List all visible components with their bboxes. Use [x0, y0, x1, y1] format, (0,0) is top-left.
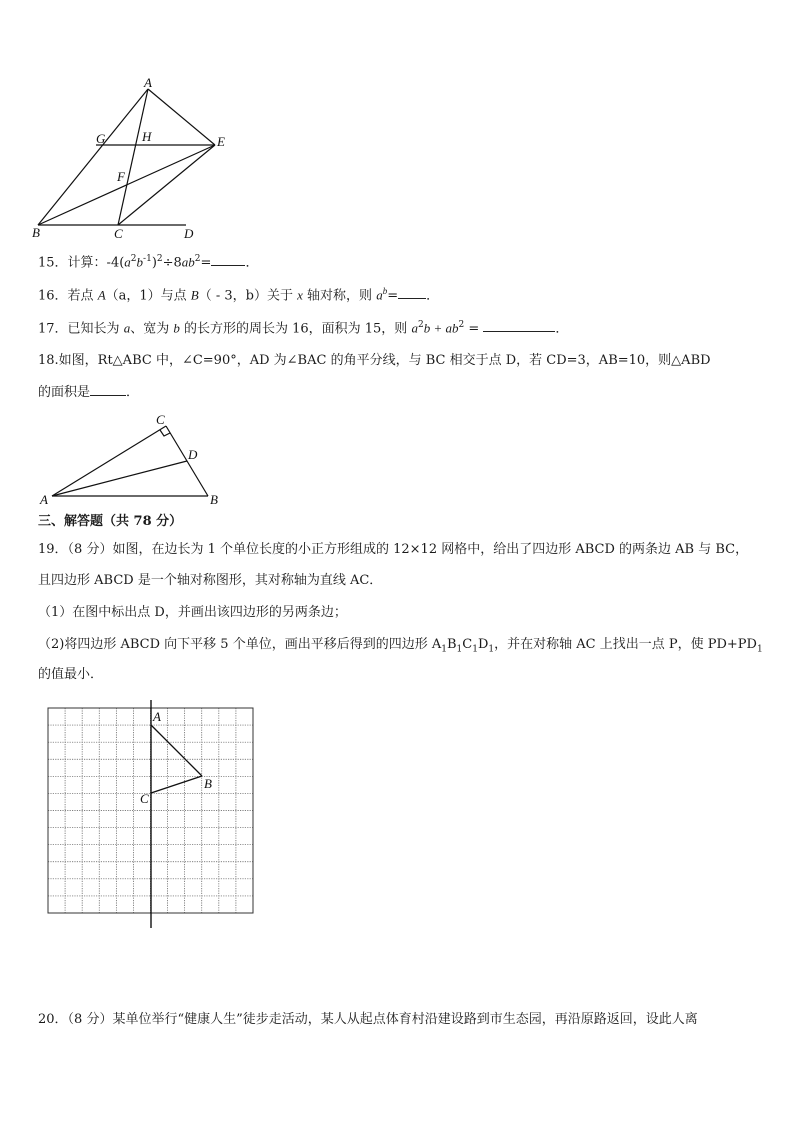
figure-2-right-triangle: [36, 412, 236, 510]
question-19-line-1: 19．（8 分）如图，在边长为 1 个单位长度的小正方形组成的 12×12 网格中，给出了四边形 ABCD 的两条边 AB 与 BC，: [38, 542, 749, 557]
figure-1-geometry: [30, 74, 240, 244]
label-F: F: [117, 169, 125, 184]
label-D: D: [184, 226, 194, 241]
label-C: C: [114, 226, 123, 241]
grid-label-B: B: [204, 776, 212, 791]
label-H: H: [142, 129, 152, 144]
question-18-line-1: 18.如图，Rt△ABC 中，∠C=90°，AD 为∠BAC 的角平分线，与 BC 相交于点 D，若 CD=3，AB=10，则△ABD: [38, 353, 711, 368]
segment-AD: [52, 461, 187, 496]
question-18-line-2: 的面积是 ．: [38, 385, 140, 400]
question-19-part-2: （2)将四边形 ABCD 向下平移 5 个单位，画出平移后得到的四边形 $A_1B_1C_1D_1$，并在对称轴 AC 上找出一点 P，使 $PD+PD_1$: [38, 637, 763, 655]
label-A: A: [144, 75, 152, 90]
segment-AB: [151, 725, 202, 776]
section-3-title: 三、解答题（共 78 分）: [38, 514, 183, 529]
label-D: D: [188, 447, 198, 462]
question-15: 15．计算：$-4(a^2b^{-1})^2\div 8ab^2=$ ．: [38, 254, 259, 271]
answer-blank[interactable]: [211, 253, 245, 266]
figure-3-grid: [40, 700, 262, 932]
label-B: B: [210, 492, 218, 507]
label-G: G: [96, 131, 106, 146]
grid-label-A: A: [153, 709, 161, 724]
segment-AB: [38, 89, 148, 225]
question-16: 16．若点 A（a，1）与点 B（ - 3，b）关于 x 轴对称，则 $a^b=$ ．: [38, 286, 440, 304]
question-19-line-2: 且四边形 ABCD 是一个轴对称图形，其对称轴为直线 AC．: [38, 573, 383, 588]
label-E: E: [217, 134, 225, 149]
segment-AC: [52, 426, 166, 496]
segment-BC: [151, 776, 202, 793]
question-17: 17．已知长为 a、宽为 b 的长方形的周长为 16，面积为 15，则 $a^2b + ab^2$ = ．: [38, 320, 569, 337]
answer-blank[interactable]: [90, 383, 126, 396]
label-A: A: [40, 492, 48, 507]
segment-BE: [38, 145, 215, 225]
label-B: B: [32, 225, 40, 240]
grid-label-C: C: [140, 791, 149, 806]
question-19-part-1: （1）在图中标出点 D，并画出该四边形的另两条边；: [38, 605, 347, 620]
segment-AE: [148, 89, 215, 145]
label-C: C: [156, 412, 165, 427]
question-19-part-2-line-2: 的值最小．: [38, 667, 104, 682]
answer-blank[interactable]: [483, 319, 555, 332]
question-20-line-1: 20．（8 分）某单位举行“健康人生”徒步走活动，某人从起点体育村沿建设路到市生态园，再沿原路返回，设此人离: [38, 1012, 698, 1027]
answer-blank[interactable]: [398, 286, 426, 299]
